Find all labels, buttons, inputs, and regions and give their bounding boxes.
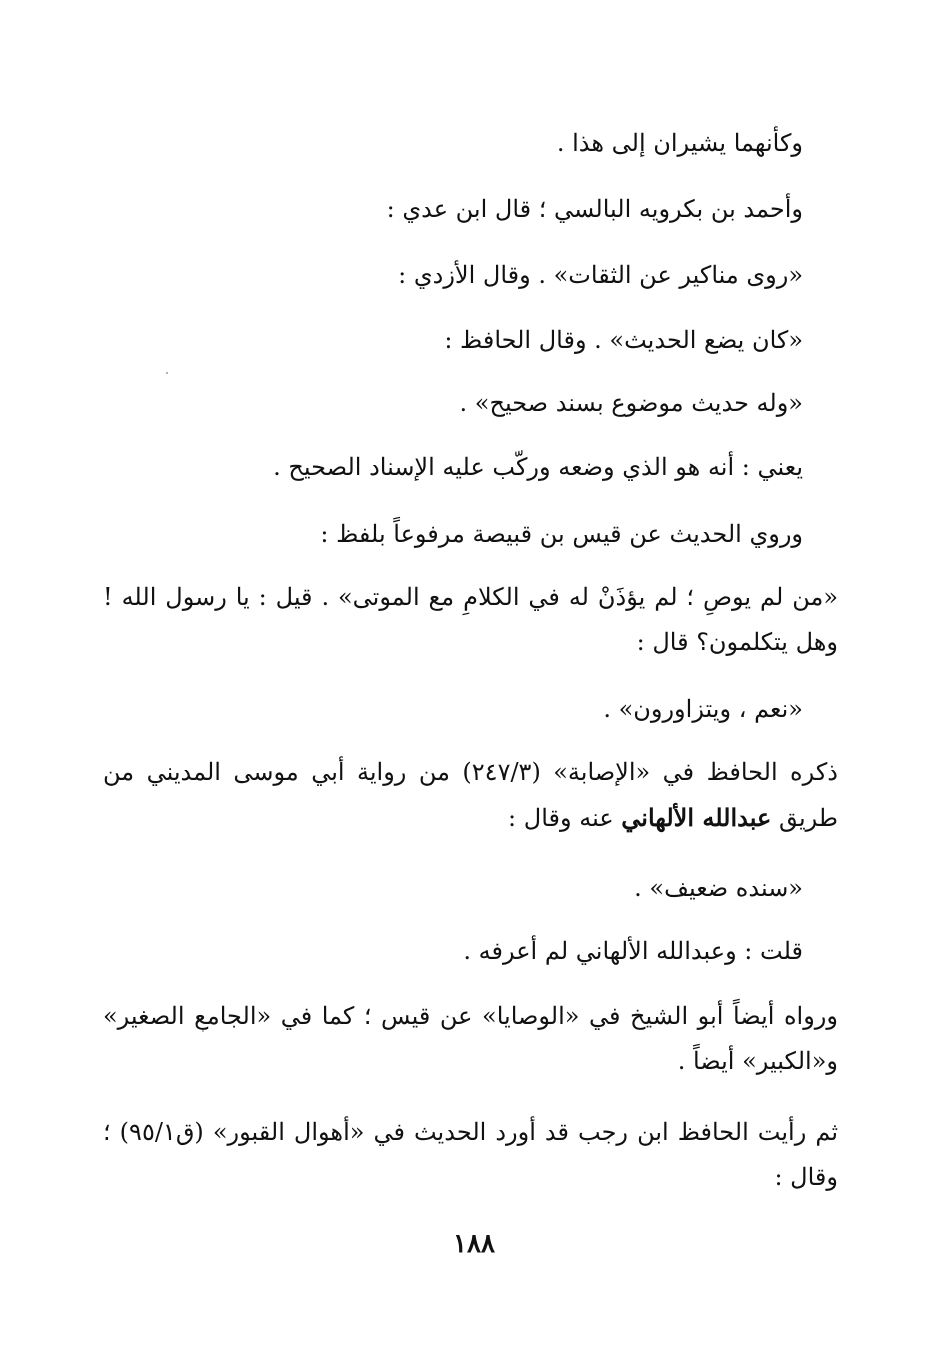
paragraph-6: يعني : أنه هو الذي وضعه وركّب عليه الإسناد الصحيح . [273, 453, 803, 481]
paragraph-10-part-a: ذكره الحافظ في «الإصابة» (٢٤٧/٣) من رواية أبي موسى المديني من طريق [103, 758, 838, 832]
paragraph-7: وروي الحديث عن قيس بن قبيصة مرفوعاً بلفظ : [320, 520, 803, 548]
scan-speck [166, 372, 168, 374]
paragraph-5-quote: «وله حديث موضوع بسند صحيح» . [459, 389, 803, 417]
narrator-name: عبدالله الألهاني [621, 803, 772, 832]
page-number: ١٨٨ [453, 1229, 495, 1259]
paragraph-9-quote: «نعم ، ويتزاورون» . [603, 695, 803, 723]
paragraph-10 [103, 750, 838, 841]
paragraph-3-quote: «روى مناكير عن الثقات» . وقال الأزدي : [398, 261, 803, 289]
paragraph-8-hadith: «من لم يوصِ ؛ لم يؤذَنْ له في الكلامِ مع الموتى» . قيل : يا رسول الله ! وهل يتكلمون؟ قال : [103, 583, 838, 656]
paragraph-11-quote: «سنده ضعيف» . [634, 874, 803, 902]
paragraph-2: وأحمد بن بكرويه البالسي ؛ قال ابن عدي : [386, 195, 803, 223]
scan-speck [202, 1030, 204, 1032]
paragraph-10-part-b: عنه وقال : [508, 804, 622, 832]
paragraph-4-quote: «كان يضع الحديث» . وقال الحافظ : [444, 326, 803, 354]
paragraph-14: ثم رأيت الحافظ ابن رجب قد أورد الحديث في «أهوال القبور» (ق٩٥/١) ؛ وقال : [103, 1118, 839, 1191]
paragraph-1: وكأنهما يشيران إلى هذا . [556, 129, 803, 157]
paragraph-13: ورواه أيضاً أبو الشيخ في «الوصايا» عن قيس ؛ كما في «الجامع الصغير» و«الكبير» أيضاً . [103, 1002, 838, 1075]
paragraph-12: قلت : وعبدالله الألهاني لم أعرفه . [463, 937, 803, 965]
